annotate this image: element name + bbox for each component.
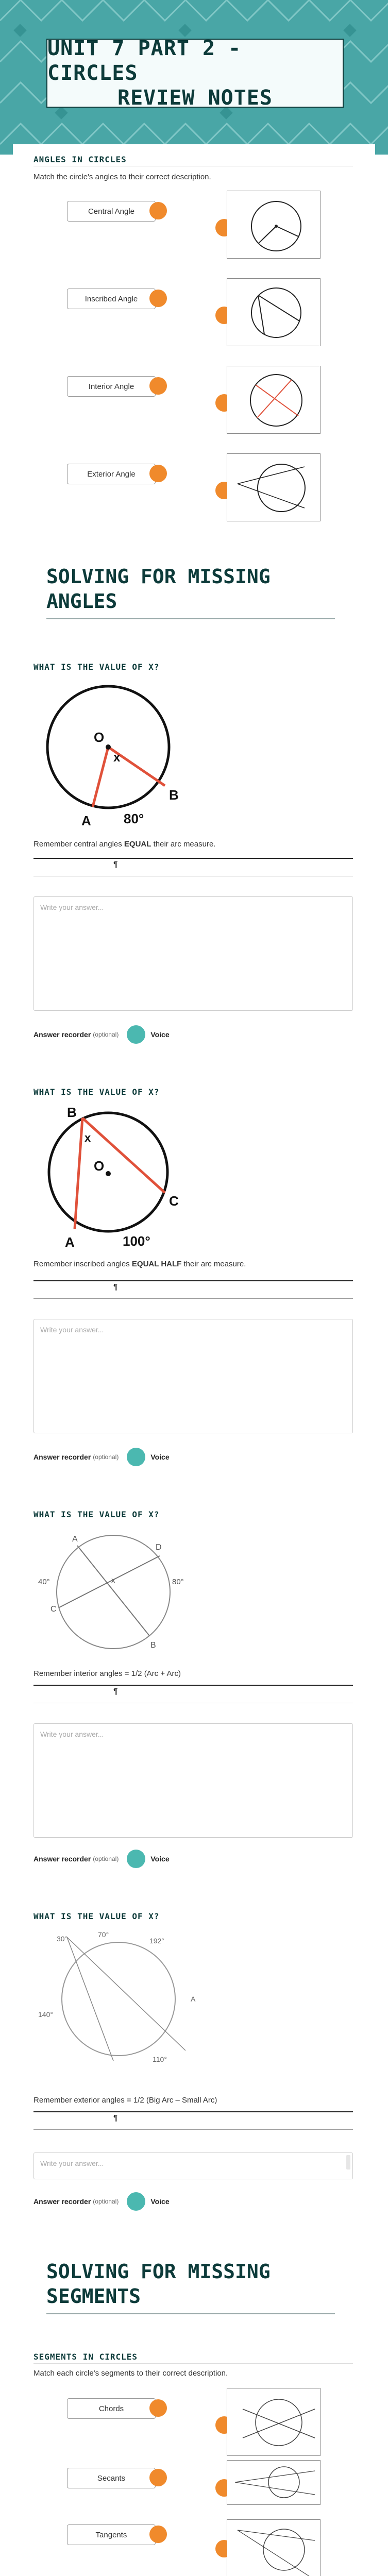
editor-toolbar	[33, 1685, 353, 1686]
desc-text: their arc measure.	[151, 840, 216, 849]
answer-textarea[interactable]	[33, 1723, 353, 1838]
question-desc	[33, 840, 215, 849]
editor-toolbar	[33, 1280, 353, 1281]
recorder-label: Answer recorder	[33, 1855, 91, 1863]
exterior-angle-image[interactable]	[227, 453, 320, 521]
arc-label: 140°	[38, 2010, 53, 2019]
voice-label: Voice	[150, 1030, 170, 1039]
format-button[interactable]: ¶	[113, 1283, 118, 1292]
match-connector[interactable]	[149, 202, 167, 219]
arc-label: 100°	[123, 1233, 150, 1249]
question-desc: Remember interior angles = 1/2 (Arc + Arc)	[33, 1669, 181, 1678]
desc-text: Remember central angles	[33, 840, 124, 849]
inscribed-angle-image[interactable]	[227, 278, 320, 346]
title-card	[46, 39, 344, 108]
match-label-interior[interactable]: Interior Angle	[67, 376, 156, 397]
answer-placeholder: Write your answer...	[40, 1730, 104, 1738]
match-connector[interactable]	[149, 290, 167, 307]
tangents-image[interactable]	[227, 2519, 320, 2576]
section-heading-angles	[46, 564, 271, 614]
match-label-chords[interactable]: Chords	[67, 2398, 156, 2419]
match-connector[interactable]	[149, 377, 167, 395]
answer-placeholder: Write your answer...	[40, 1326, 104, 1334]
point-label: A	[72, 1535, 78, 1544]
q3-diagram	[36, 1525, 191, 1664]
point-label: B	[169, 787, 179, 803]
editor-toolbar	[33, 2111, 353, 2112]
match-connector[interactable]	[149, 2526, 167, 2543]
angle-label: x	[111, 1576, 115, 1585]
point-label: C	[169, 1193, 179, 1209]
format-button[interactable]: ¶	[113, 1687, 118, 1696]
desc-emphasis: EQUAL	[124, 840, 151, 849]
format-button[interactable]: ¶	[113, 2114, 118, 2123]
desc-text: Remember inscribed angles	[33, 1260, 132, 1268]
page-subtitle: REVIEW NOTES	[117, 86, 273, 110]
resize-handle[interactable]	[346, 2155, 350, 2170]
answer-recorder	[33, 1448, 170, 1466]
voice-label: Voice	[150, 1453, 170, 1461]
section-title-segments: SEGMENTS IN CIRCLES	[33, 2352, 138, 2362]
angle-label: 30°	[57, 1935, 68, 1943]
point-label: A	[65, 1234, 75, 1250]
angle-label: x	[85, 1131, 91, 1144]
answer-textarea[interactable]	[33, 2153, 353, 2179]
recorder-label: Answer recorder	[33, 2197, 91, 2206]
central-angle-image[interactable]	[227, 191, 320, 259]
answer-recorder	[33, 1025, 170, 1044]
match-label-inscribed[interactable]: Inscribed Angle	[67, 289, 156, 309]
interior-angle-image[interactable]	[227, 366, 320, 434]
point-label: D	[156, 1543, 162, 1552]
point-label: O	[94, 730, 105, 745]
secants-image[interactable]	[227, 2460, 320, 2505]
point-label: A	[81, 813, 91, 828]
arc-label: 192°	[149, 1937, 164, 1945]
voice-record-button[interactable]	[127, 1025, 145, 1044]
optional-label: (optional)	[93, 1031, 119, 1038]
heading-line: ANGLES	[46, 590, 117, 613]
question-title: WHAT IS THE VALUE OF X?	[33, 1510, 160, 1519]
point-label: O	[94, 1158, 105, 1174]
voice-label: Voice	[150, 1855, 170, 1863]
question-title: WHAT IS THE VALUE OF X?	[33, 1087, 160, 1097]
match-connector[interactable]	[149, 2469, 167, 2486]
answer-textarea[interactable]	[33, 896, 353, 1011]
optional-label: (optional)	[93, 1453, 119, 1461]
match-label-exterior[interactable]: Exterior Angle	[67, 464, 156, 484]
voice-record-button[interactable]	[127, 2192, 145, 2211]
heading-line: SOLVING FOR MISSING	[46, 2260, 271, 2283]
answer-placeholder: Write your answer...	[40, 903, 104, 911]
match-label-central[interactable]: Central Angle	[67, 201, 156, 222]
match-connector[interactable]	[149, 465, 167, 482]
page-title: UNIT 7 PART 2 - CIRCLES	[47, 37, 242, 85]
desc-emphasis: EQUAL HALF	[131, 1260, 182, 1268]
editor-toolbar	[33, 858, 353, 859]
answer-recorder	[33, 2192, 170, 2211]
recorder-label: Answer recorder	[33, 1030, 91, 1039]
heading-line: SOLVING FOR MISSING	[46, 565, 271, 588]
question-desc: Remember exterior angles = 1/2 (Big Arc – Small Arc)	[33, 2096, 217, 2105]
question-desc	[33, 1260, 246, 1268]
header-banner	[0, 0, 388, 155]
section-title-angles: ANGLES IN CIRCLES	[33, 155, 127, 164]
answer-recorder	[33, 1850, 170, 1868]
desc-text: their arc measure.	[181, 1260, 246, 1268]
match-label-secants[interactable]: Secants	[67, 2468, 156, 2488]
divider	[33, 2129, 353, 2130]
point-label: B	[150, 1641, 156, 1650]
q4-diagram	[36, 1927, 201, 2081]
heading-rule	[46, 2313, 335, 2314]
answer-textarea[interactable]	[33, 1319, 353, 1433]
match-label-tangents[interactable]: Tangents	[67, 2524, 156, 2545]
section-desc-angles: Match the circle's angles to their correct description.	[33, 173, 211, 181]
angle-label: x	[113, 751, 121, 765]
question-title: WHAT IS THE VALUE OF X?	[33, 662, 160, 672]
q1-diagram	[36, 680, 191, 829]
answer-placeholder: Write your answer...	[40, 2159, 104, 2167]
voice-record-button[interactable]	[127, 1850, 145, 1868]
match-connector[interactable]	[149, 2399, 167, 2417]
arc-label: 80°	[124, 811, 144, 826]
point-label: A	[191, 1995, 196, 2003]
q2-diagram	[36, 1103, 191, 1252]
section-desc-segments: Match each circle's segments to their correct description.	[33, 2369, 228, 2378]
point-label: B	[67, 1105, 77, 1120]
arc-label: 70°	[98, 1930, 109, 1939]
optional-label: (optional)	[93, 1855, 119, 1862]
recorder-label: Answer recorder	[33, 1453, 91, 1461]
divider	[33, 2363, 353, 2364]
point-label: C	[50, 1605, 57, 1614]
divider	[33, 1298, 353, 1299]
heading-rule	[46, 618, 335, 619]
arc-label: 110°	[153, 2055, 167, 2063]
question-title: WHAT IS THE VALUE OF X?	[33, 1911, 160, 1921]
chords-image[interactable]	[227, 2388, 320, 2456]
voice-label: Voice	[150, 2197, 170, 2206]
optional-label: (optional)	[93, 2198, 119, 2205]
arc-label: 40°	[38, 1578, 50, 1586]
heading-line: SEGMENTS	[46, 2285, 141, 2308]
section-heading-segments	[46, 2259, 271, 2309]
voice-record-button[interactable]	[127, 1448, 145, 1466]
arc-label: 80°	[172, 1578, 184, 1586]
format-button[interactable]: ¶	[113, 860, 118, 869]
